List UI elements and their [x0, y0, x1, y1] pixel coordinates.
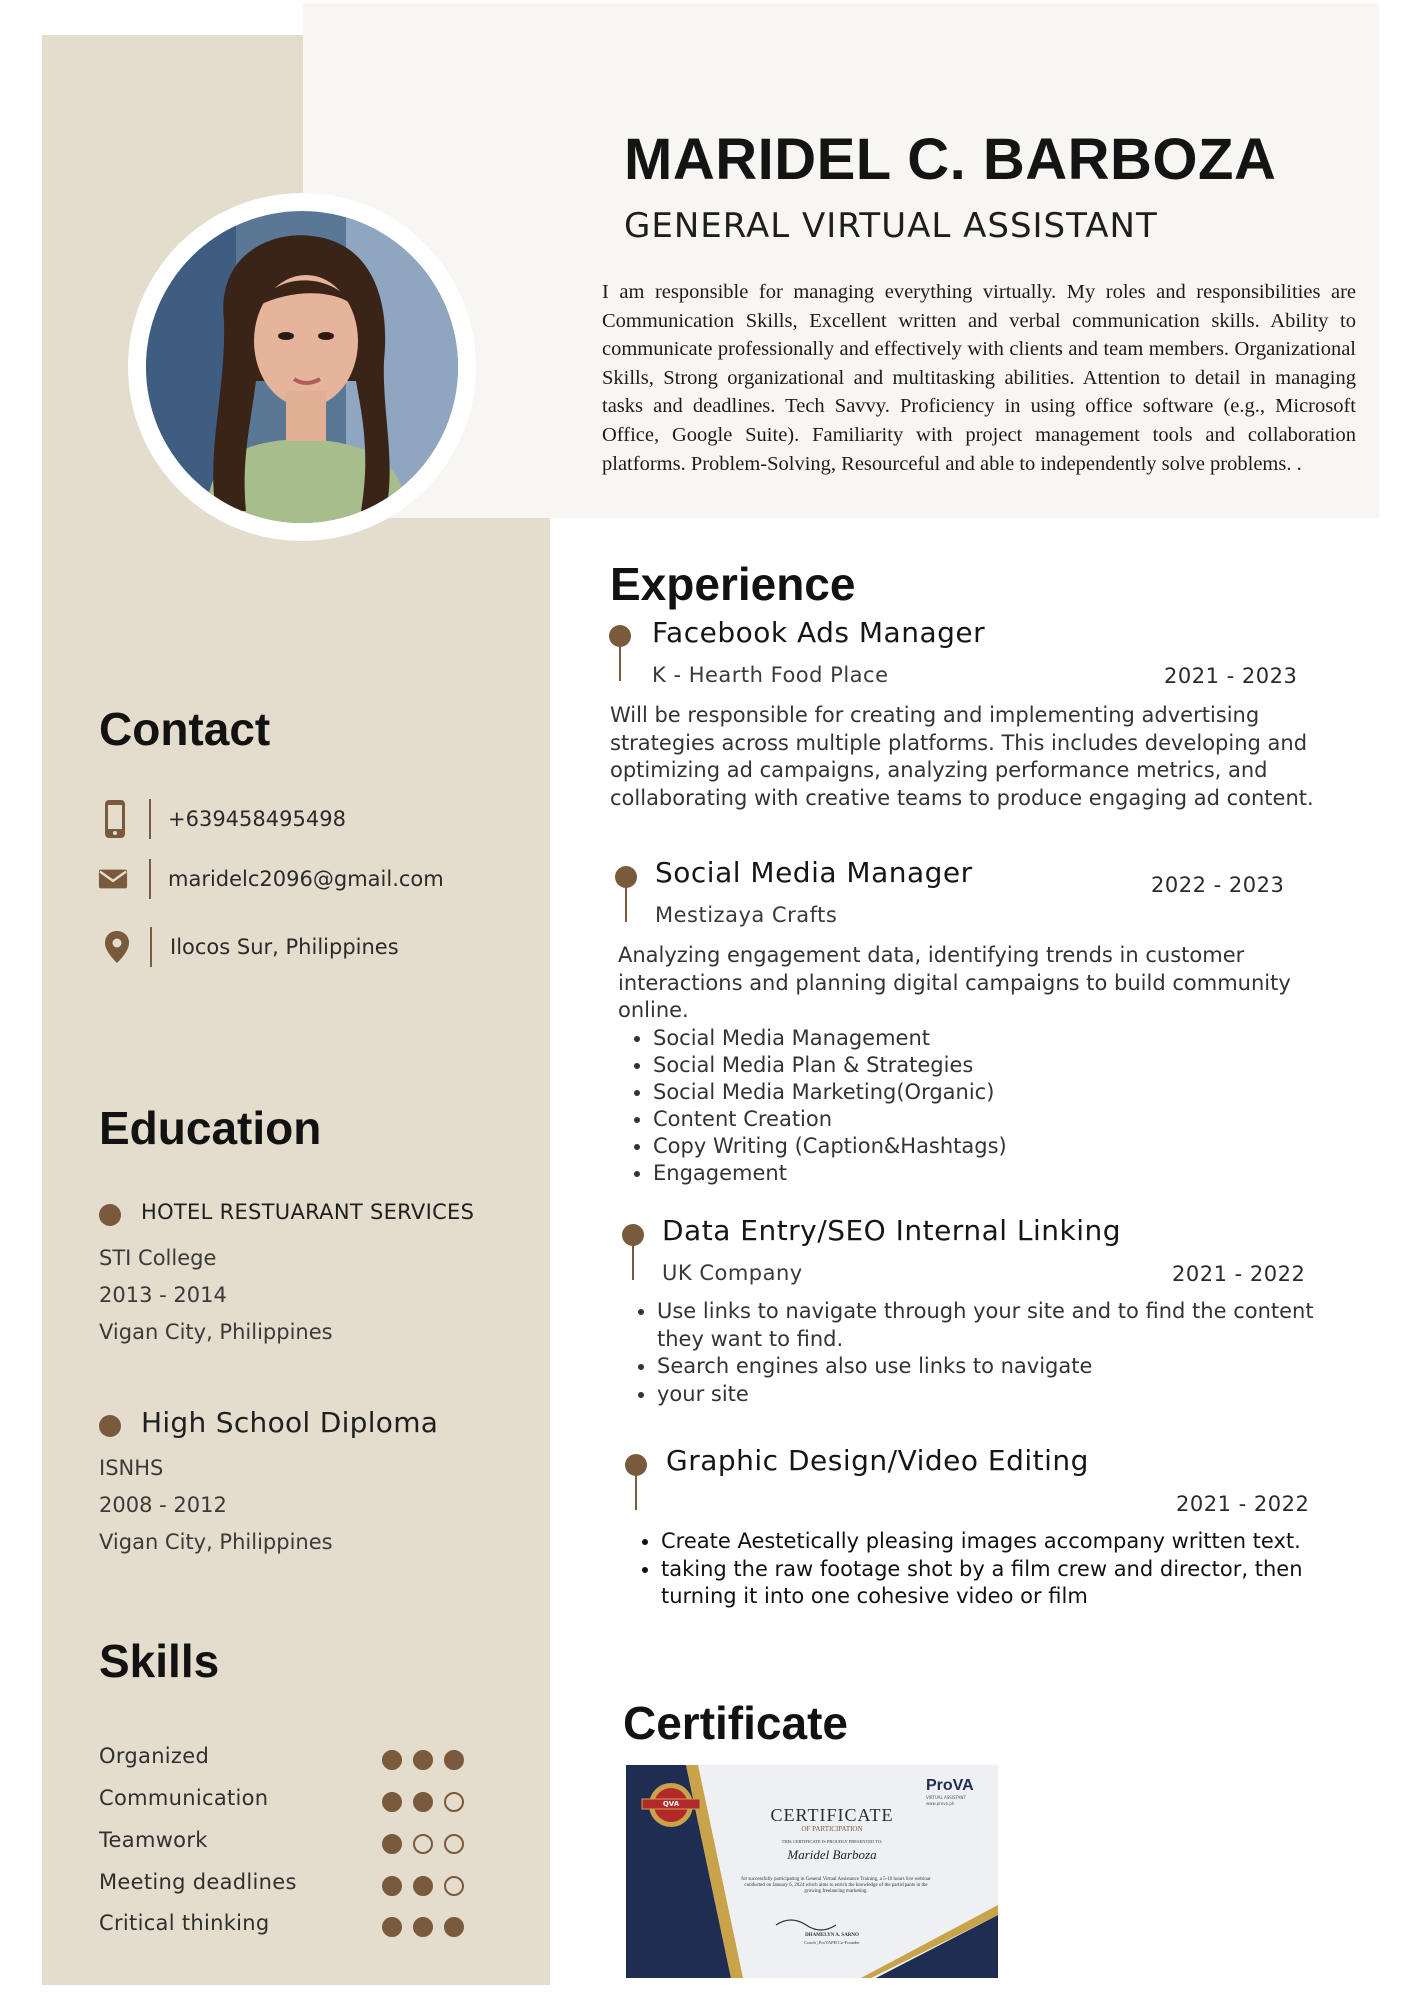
- certificate-signer-role: Coach | ProVAPH Co-Founder: [804, 1940, 860, 1945]
- rating-dot-filled: [413, 1750, 433, 1770]
- certificate-brand-url: www.prova.ph: [926, 1801, 955, 1806]
- location-text: Ilocos Sur, Philippines: [170, 935, 399, 959]
- experience-heading: Experience: [610, 558, 856, 610]
- rating-dot-empty: [444, 1876, 464, 1896]
- education-place: Vigan City, Philippines: [99, 1530, 333, 1554]
- bullet-dot: [99, 1204, 121, 1226]
- phone-number[interactable]: +639458495498: [168, 807, 346, 831]
- job-bullet: • Copy Writing (Caption&Hashtags): [653, 1133, 1353, 1160]
- education-degree: High School Diploma: [141, 1406, 439, 1439]
- certificate-brand-sub: VIRTUAL ASSISTANT: [926, 1795, 966, 1800]
- rating-dot-filled: [382, 1834, 402, 1854]
- bullet-dot: [99, 1415, 121, 1437]
- timeline-pin-stem: [625, 886, 627, 922]
- phone-icon: [100, 799, 130, 839]
- skill-name: Communication: [99, 1786, 269, 1810]
- rating-dot-empty: [413, 1834, 433, 1854]
- skill-name: Critical thinking: [99, 1911, 270, 1935]
- job-bullet: • Social Media Plan & Strategies: [653, 1052, 1353, 1079]
- education-school: ISNHS: [99, 1456, 164, 1480]
- timeline-pin: [609, 625, 631, 647]
- rating-dot-filled: [413, 1792, 433, 1812]
- job-years: 2021 - 2022: [1172, 1262, 1306, 1286]
- education-years: 2008 - 2012: [99, 1493, 227, 1517]
- contact-separator: [149, 859, 151, 899]
- skill-name: Meeting deadlines: [99, 1870, 297, 1894]
- job-years: 2021 - 2023: [1164, 664, 1298, 688]
- rating-dot-filled: [382, 1750, 402, 1770]
- profile-summary: I am responsible for managing everything virtually. My roles and responsibilities are Communication Skills, Excellent written and verbal communication skills. Ability to communicate professionally and effectively with clients and team members. Organizational Skills, Strong organizational and multitasking abilities. Attention to detail in managing tasks and deadlines. Tech Savvy. Proficiency in using office software (e.g., Microsoft Office, Google Suite). Familiarity with project management tools and collaboration platforms. Problem-Solving, Resourceful and able to independently solve problems. .: [602, 281, 1356, 475]
- skill-name: Teamwork: [99, 1828, 208, 1852]
- skill-rating: [382, 1876, 464, 1896]
- job-bullet: • Social Media Marketing(Organic): [653, 1079, 1353, 1106]
- rating-dot-filled: [413, 1876, 433, 1896]
- certificate-recipient: Maridel Barboza: [787, 1847, 877, 1862]
- job-description: Analyzing engagement data, identifying trends in customer interactions and planning digital campaigns to build community online.: [618, 943, 1291, 1022]
- job-bullet: • Content Creation: [653, 1106, 1353, 1133]
- contact-heading: Contact: [99, 703, 271, 755]
- candidate-name: MARIDEL C. BARBOZA: [624, 127, 1277, 192]
- education-years: 2013 - 2014: [99, 1283, 227, 1307]
- timeline-pin: [622, 1224, 644, 1246]
- job-years: 2022 - 2023: [1151, 873, 1285, 897]
- certificate-title: CERTIFICATE: [770, 1805, 894, 1825]
- job-years: 2021 - 2022: [1176, 1492, 1310, 1516]
- job-company: K - Hearth Food Place: [652, 663, 889, 687]
- job-bullet: • Engagement: [653, 1160, 1353, 1187]
- certificate-subtitle: OF PARTICIPATION: [801, 1825, 863, 1833]
- skill-name: Organized: [99, 1744, 210, 1768]
- education-degree: HOTEL RESTUARANT SERVICES: [141, 1200, 475, 1224]
- skill-rating: [382, 1750, 464, 1770]
- rating-dot-filled: [413, 1917, 433, 1937]
- mail-icon: [98, 859, 128, 899]
- certificate-presented-line: THIS CERTIFICATE IS PROUDLY PRESENTED TO:: [781, 1839, 883, 1844]
- job-role: Facebook Ads Manager: [652, 616, 986, 649]
- location-pin-icon: [102, 927, 132, 967]
- rating-dot-empty: [444, 1834, 464, 1854]
- job-company: Mestizaya Crafts: [655, 903, 838, 927]
- rating-dot-filled: [444, 1750, 464, 1770]
- timeline-pin: [625, 1454, 647, 1476]
- certificate-brand-logo: ProVA: [926, 1777, 974, 1794]
- rating-dot-filled: [382, 1917, 402, 1937]
- job-bullet: • Social Media Management: [653, 1025, 1353, 1052]
- job-bullet-list: [626, 1528, 1361, 1611]
- job-company: UK Company: [662, 1261, 803, 1285]
- certificate-badge: QVA: [662, 1800, 680, 1808]
- certificate-signer: DHAMELYN A. SARNO: [805, 1933, 859, 1938]
- timeline-pin-stem: [632, 1244, 634, 1280]
- skill-rating: [382, 1917, 464, 1937]
- job-bullet: • taking the raw footage shot by a film crew and director, then turning it into one cohesive video or film: [661, 1556, 1361, 1611]
- education-heading: Education: [99, 1102, 322, 1154]
- skills-heading: Skills: [99, 1635, 220, 1687]
- rating-dot-filled: [444, 1917, 464, 1937]
- rating-dot-empty: [444, 1792, 464, 1812]
- education-school: STI College: [99, 1246, 217, 1270]
- timeline-pin-stem: [619, 645, 621, 681]
- email-address[interactable]: maridelc2096@gmail.com: [168, 867, 444, 891]
- job-description: Will be responsible for creating and implementing advertising strategies across multiple platforms. This includes developing and optimizing ad campaigns, analyzing performance metrics, and collaborating with creative teams to produce engaging ad content.: [610, 703, 1314, 810]
- rating-dot-filled: [382, 1792, 402, 1812]
- job-role: Social Media Manager: [655, 856, 973, 889]
- job-bullet: • your site: [657, 1381, 1357, 1409]
- certificate-heading: Certificate: [623, 1697, 848, 1749]
- certificate-image[interactable]: [626, 1765, 998, 1978]
- timeline-pin: [615, 866, 637, 888]
- candidate-title: GENERAL VIRTUAL ASSISTANT: [624, 206, 1158, 246]
- job-bullet-list: [622, 1298, 1357, 1408]
- job-role: Data Entry/SEO Internal Linking: [662, 1214, 1122, 1247]
- job-role: Graphic Design/Video Editing: [666, 1444, 1089, 1477]
- job-bullet-list: [618, 1025, 1353, 1187]
- timeline-pin-stem: [635, 1474, 637, 1510]
- contact-separator: [150, 927, 152, 967]
- skill-rating: [382, 1792, 464, 1812]
- contact-separator: [149, 799, 151, 839]
- rating-dot-filled: [382, 1876, 402, 1896]
- education-place: Vigan City, Philippines: [99, 1320, 333, 1344]
- job-bullet: • Search engines also use links to navigate: [657, 1353, 1357, 1381]
- job-bullet: • Create Aestetically pleasing images accompany written text.: [661, 1528, 1361, 1556]
- certificate-body: for successfully participating in General Virtual Assistance Training, a 5-10 hours live webinar conducted on January 6, 2024 which aims to enrich the knowledge of the participants in the growing freelancing marketing.: [741, 1877, 931, 1894]
- job-bullet: • Use links to navigate through your site and to find the content they want to find.: [657, 1298, 1357, 1353]
- profile-photo: [146, 211, 458, 523]
- skill-rating: [382, 1834, 464, 1854]
